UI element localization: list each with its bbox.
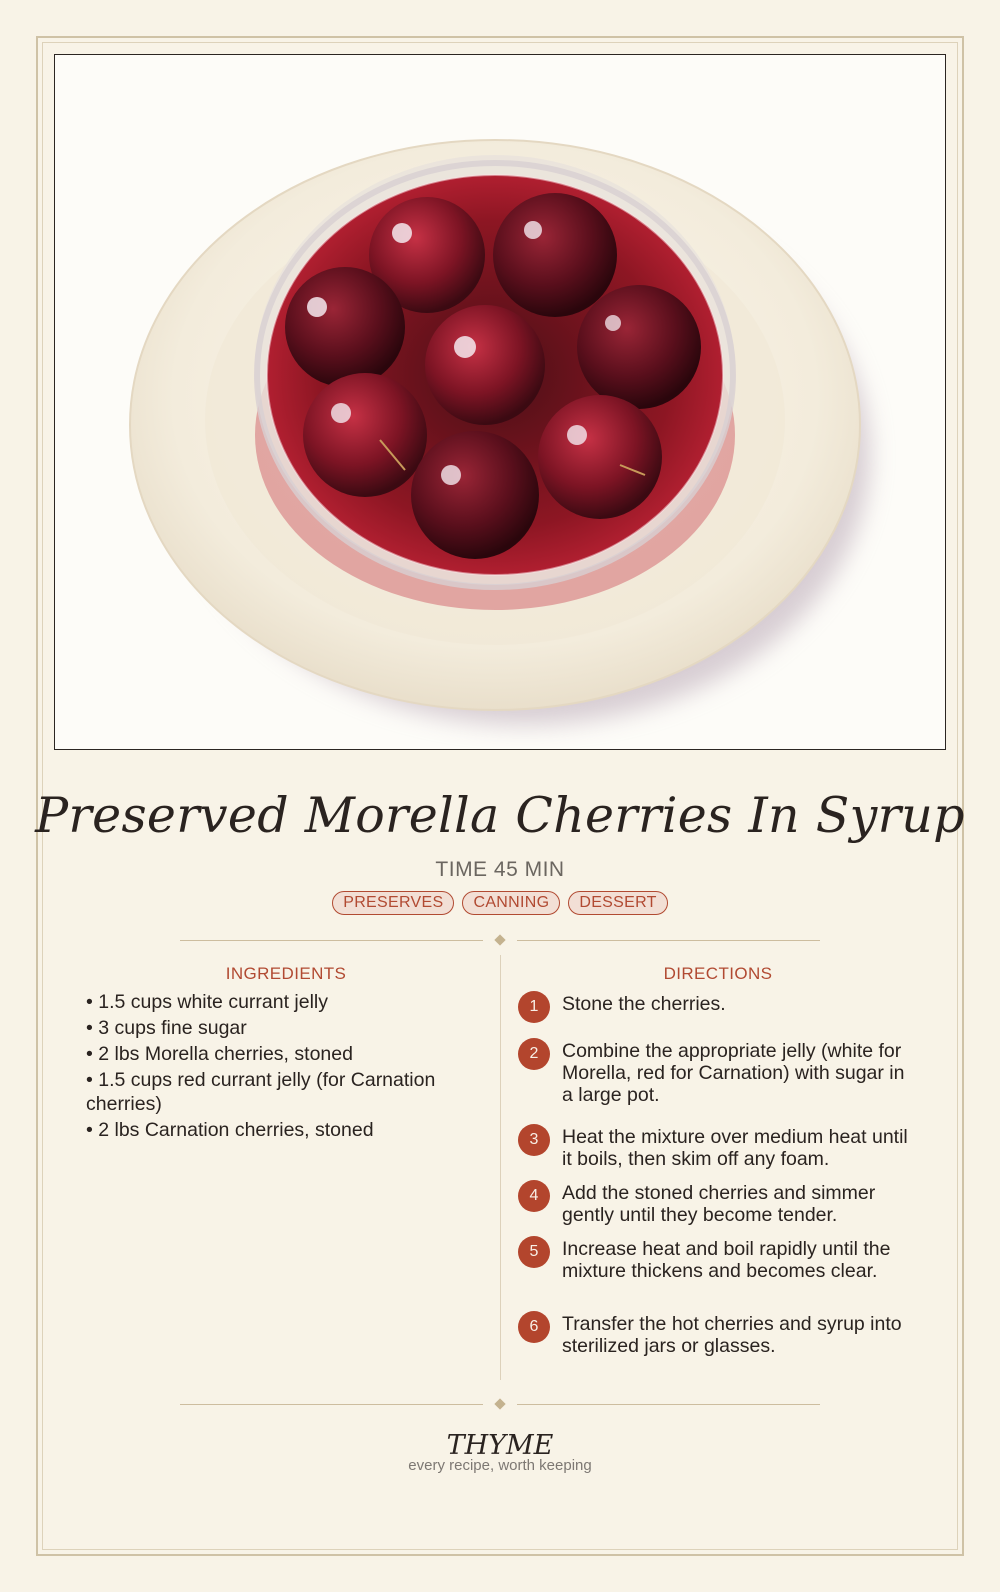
ingredient-item: • 2 lbs Morella cherries, stoned <box>86 1043 353 1065</box>
ingredient-item: • 1.5 cups white currant jelly <box>86 991 329 1013</box>
ingredients-list <box>86 990 486 1144</box>
step-text: Stone the cherries. <box>562 993 726 1015</box>
brand-logo: THYME <box>446 1430 554 1461</box>
tag-dessert[interactable]: DESSERT <box>568 891 667 915</box>
tag-preserves[interactable]: PRESERVES <box>332 891 454 915</box>
diamond-ornament-icon <box>494 934 505 945</box>
step-text: Heat the mixture over medium heat until it boils, then skim off any foam. <box>562 1126 908 1170</box>
step-number-badge: 6 <box>518 1311 550 1343</box>
recipe-time: TIME 45 MIN <box>435 858 565 881</box>
step-number-badge: 2 <box>518 1038 550 1070</box>
ingredients-heading: INGREDIENTS <box>225 964 347 983</box>
step-number-badge: 3 <box>518 1124 550 1156</box>
step-number-badge: 4 <box>518 1180 550 1212</box>
step-text: Increase heat and boil rapidly until the mixture thickens and becomes clear. <box>562 1238 891 1282</box>
step-text: Combine the appropriate jelly (white for Morella, red for Carnation) with sugar in a large pot. <box>562 1040 905 1106</box>
step-number-badge: 5 <box>518 1236 550 1268</box>
tag-canning[interactable]: CANNING <box>462 891 560 915</box>
step-text: Transfer the hot cherries and syrup into sterilized jars or glasses. <box>562 1313 902 1357</box>
diamond-ornament-icon <box>494 1398 505 1409</box>
column-divider <box>500 955 501 1380</box>
bottom-divider <box>180 1397 820 1411</box>
recipe-title: Preserved Morella Cherries In Syrup <box>35 787 965 844</box>
step-text: Add the stoned cherries and simmer gently until they become tender. <box>562 1182 876 1226</box>
brand-tagline: every recipe, worth keeping <box>408 1457 592 1474</box>
ingredient-item: • 1.5 cups red currant jelly (for Carnation cherries) <box>86 1069 436 1115</box>
directions-heading: DIRECTIONS <box>663 964 773 983</box>
step-number-badge: 1 <box>518 991 550 1023</box>
tag-list <box>0 891 1000 915</box>
ingredient-item: • 2 lbs Carnation cherries, stoned <box>86 1119 374 1141</box>
ingredient-item: • 3 cups fine sugar <box>86 1017 247 1039</box>
recipe-photo <box>54 54 946 750</box>
top-divider <box>180 933 820 947</box>
